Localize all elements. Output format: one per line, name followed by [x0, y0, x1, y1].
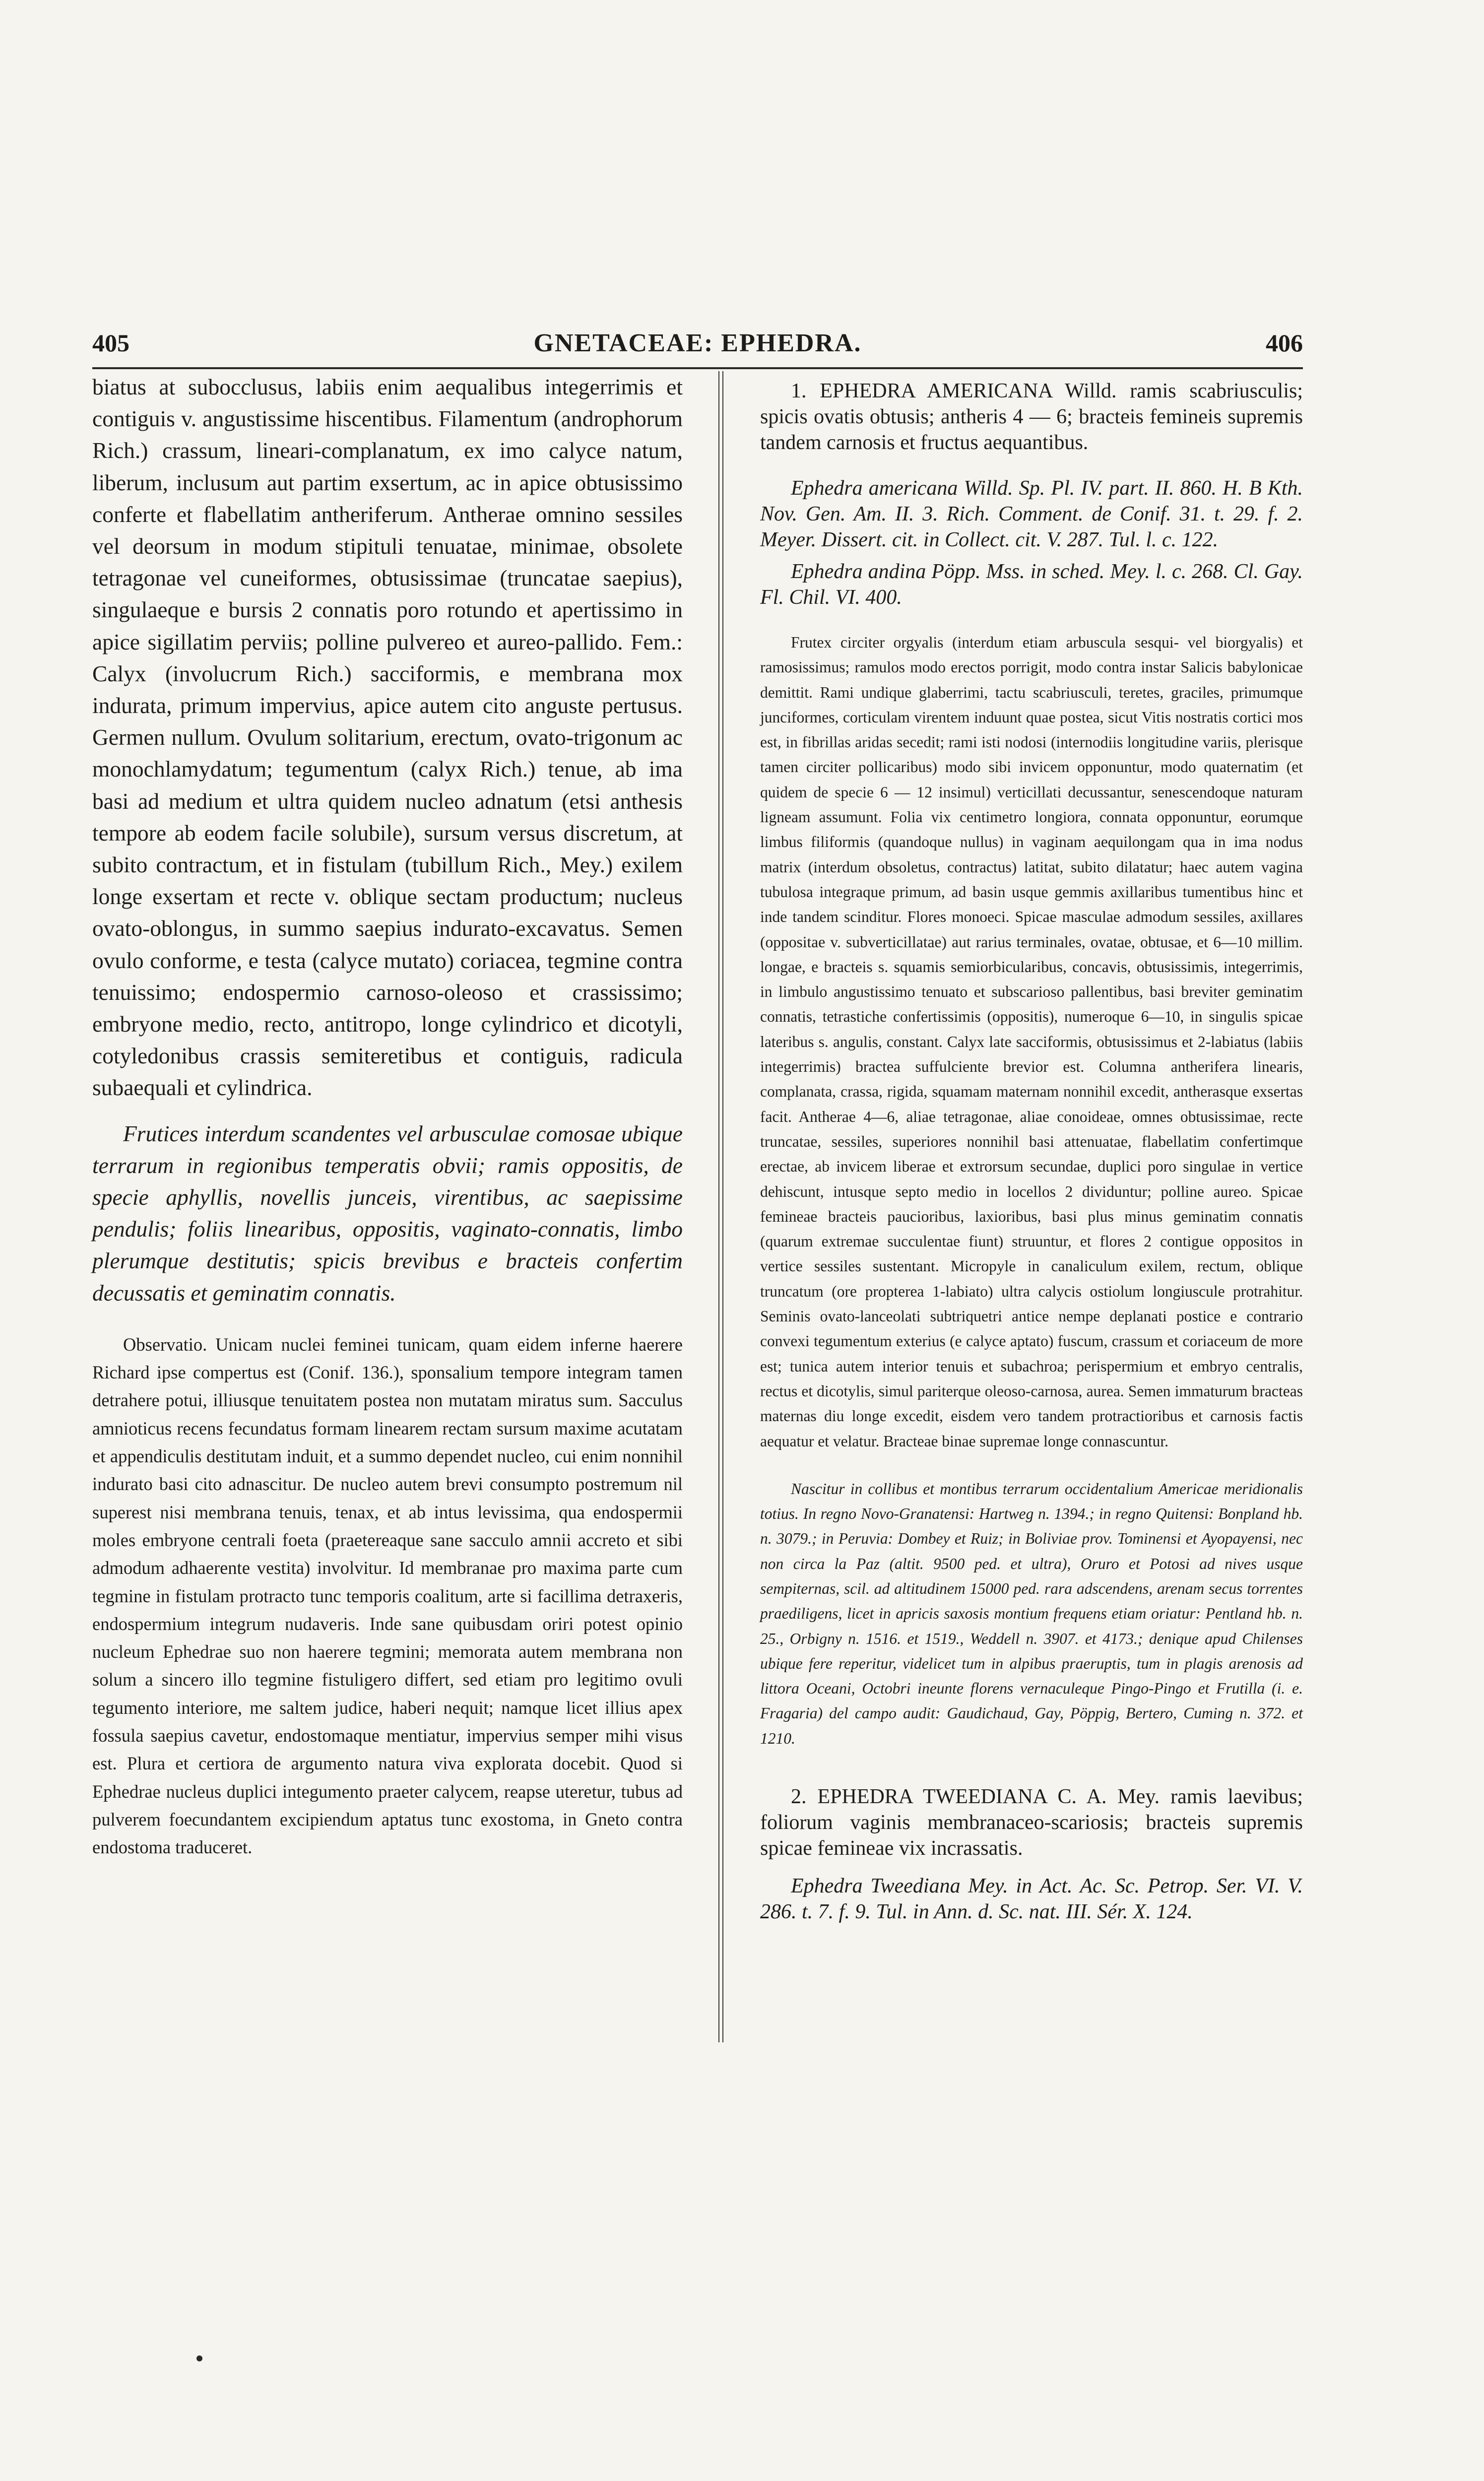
right-column [760, 371, 1303, 1925]
running-title: GNETACEAE: EPHEDRA. [533, 329, 862, 357]
species-1-habitat: Nascitur in collibus et montibus terrarum occidentalium Americae meridionalis totius. In regno Novo-Granatensi: Hartweg n. 1394.; in regno Quitensi: Bonpland hb. n. 3079.; in Peruvia: Dombey et Ruiz; in Boliviae prov. Tominensi et Ayopayensi, nec non circa la Paz (altit. 9500 ped. et ultra), Oruro et Potosi ad nives usque sempiternas, scil. ad altitudinem 15000 ped. rara adscendens, arenam secus torrentes praediligens, licet in apricis saxosis montium frequens etiam oriatur: Pentland hb. n. 25., Orbigny n. 1516. et 1519., Weddell n. 3907. et 4173.; denique apud Chilenses ubique fere reperitur, videlicet tum in alpibus praeruptis, tum in plagis arenosis ad littora Oceani, Octobri ineunte florens vernaculeque Pingo-Pingo et Frutilla (i. e. Fragaria) del campo audit: Gaudichaud, Gay, Pöppig, Bertero, Cuming n. 372. et 1210. [760, 1480, 1303, 1747]
left-page-number: 405 [92, 329, 129, 357]
right-page-number: 406 [1266, 329, 1303, 357]
page-header [92, 324, 1303, 363]
observatio-paragraph: Observatio. Unicam nuclei feminei tunicam, quam eidem inferne haerere Richard ipse compertus est (Conif. 136.), sponsalium tempore integram tamen detrahere potui, illiusque tenuitatem postea non mutatam miratus sum. Sacculus amnioticus recens fecundatus formam linearem rectam sursum maxime acutatam et appendiculis destitutam induit, et a summo dependet nucleo, cui enim nonnihil indurato basi cito adnascitur. De nucleo autem brevi consumpto postremum nil superest nisi membrana tenuis, tenax, et ab intus levissima, qua endospermii moles embryone centrali foeta (praetereaque sane sacculo amnii accreto et sibi admodum adhaerente vestita) involvitur. Id membranae pro maxima parte cum tegmine in fistulam protracto tunc temporis coalitum, arte si facillima detraxeris, endospermium integrum nudaveris. Inde sane quibusdam oriri potest opinio nucleum Ephedrae suo non haerere tegmini; memorata autem membrana non solum a sincero illo tegmine fistuligero differt, sed etiam pro legitimo ovuli tegumento interiore, me saltem judice, haberi nequit; namque licet illius apex fossula saepius cavetur, endostomaque mentiatur, impervius semper mihi visus est. Plura et certiora de argumento natura viva explorata docebit. Quod si Ephedrae nucleus duplici integumento praeter calycem, reapse uteretur, tubus ad pulverem foecundantem excipiendum aptatus tunc exostoma, in Gneto contra endostoma traduceret. [92, 1334, 683, 1858]
species-1-synonym-1: Ephedra americana Willd. Sp. Pl. IV. part. II. 860. H. B Kth. Nov. Gen. Am. II. 3. Rich. Comment. de Conif. 31. t. 29. f. 2. Meyer. Dissert. cit. in Collect. cit. V. 287. Tul. l. c. 122. [760, 477, 1303, 551]
frutices-paragraph: Frutices interdum scandentes vel arbusculae comosae ubique terrarum in regionibus temperatis obvii; ramis oppositis, de specie aphyllis, novellis junceis, virentibus, ac saepissime pendulis; foliis linearibus, oppositis, vaginato-connatis, limbo plerumque destitutis; spicis brevibus e bracteis confertim decussatis et geminatim connatis. [92, 1120, 683, 1306]
species-1-description: Frutex circiter orgyalis (interdum etiam arbuscula sesqui- vel biorgyalis) et ramosissimus; ramulos modo erectos porrigit, modo contra instar Salicis babylonicae demittit. Rami undique glaberrimi, tactu scabriusculi, teretes, graciles, primumque junciformes, corticulam virentem induunt quae postea, sicut Vitis nostratis cortici mos est, in fibrillas aridas secedit; rami isti nodosi (internodiis longitudine variis, plerisque tamen circiter pollicaribus) modo sibi invicem opponuntur, modo quaternatim (et quidem de specie 6 — 12 insimul) verticillati decussantur, senescendoque naturam ligneam assumunt. Folia vix centimetro longiora, connata opponuntur, eorumque limbus filiformis (quandoque nullus) in vaginam aequilongam qua in ima nodus matrix (interdum obsoletus, contractus) latitat, subito dilatatur; haec autem vagina tubulosa integraque primum, ad basin usque gemmis axillaribus tumentibus hinc et inde tandem scinditur. Flores monoeci. Spicae masculae admodum sessiles, axillares (oppositae v. subverticillatae) aut rarius terminales, ovatae, obtusae, et 6—10 millim. longae, e bracteis s. squamis semiorbicularibus, concavis, obtusissimis, integerrimis, in limbulo angustissimo tenuato et subscarioso pallentibus, basi breviter geminatim connatis, tetrastiche confertissimis (oppositis), numeroque 6—10, in singulis spicae lateribus s. angulis, constant. Calyx late sacciformis, obtusissimus et 2-labiatus (labiis integerrimis) bractea suffulciente brevior est. Columna antherifera linearis, complanata, crassa, rigida, squamam maternam nonnihil excedit, antherasque exsertas facit. Antherae 4—6, aliae tetragonae, aliae conoideae, omnes obtusissimae, recte truncatae, sessiles, superiores nonnihil basi attenuatae, flabellatim confertimque erectae, ab invicem liberae et extrorsum secundae, duplici poro singulae in vertice dehiscunt, intusque septo medio in locellos 2 dividuntur; polline aureo. Spicae femineae bracteis paucioribus, laxioribus, basi plus minus geminatim connatis (quarum extremae succulentae fiunt) struuntur, et flores 2 contigue oppositos in vertice sessiles sustentant. Micropyle in canaliculum exilem, rectum, oblique truncatum (ore propterea 1-labiato) ultra calycis ostiolum longiuscule protrahitur. Seminis ovato-lanceolati subtriquetri antice nempe deplanati postice e contrario convexi tegumentum exterius (e calyce aptato) fuscum, crassum et coriaceum de more est; tunica autem interior tenuis et subachroa; perispermium et embryo centralis, rectus et dicotylis, simul pariterque oleoso-carnosa, aurea. Semen immaturum bracteas maternas diu longe excedit, eisdem vero tandem protractioribus et carnosis factis aequatur et velatur. Bracteae binae supremae longe connascuntur. [760, 634, 1303, 1450]
species-2-synonym: Ephedra Tweediana Mey. in Act. Ac. Sc. Petrop. Ser. VI. V. 286. t. 7. f. 9. Tul. in Ann. d. Sc. nat. III. Sér. X. 124. [760, 1875, 1303, 1924]
header-rule [92, 367, 1303, 369]
genus-description-paragraph: biatus at subocclusus, labiis enim aequalibus integerrimis et contiguis v. angustissime hiscentibus. Filamentum (androphorum Rich.) crassum, lineari-complanatum, ex imo calyce natum, liberum, inclusum aut partim exsertum, ac in apice obtusissimo conferte et flabellatim antheriferum. Antherae omnino sessiles vel deorsum in modum stipituli tenuatae, minimae, obsolete tetragonae vel cuneiformes, obtusissimae (truncatae saepius), singulaeque e bursis 2 connatis poro rotundo et apertissimo in apice sigillatim perviis; polline pulvereo et aureo-pallido. Fem.: Calyx (involucrum Rich.) sacciformis, e membrana mox indurata, primum impervius, apice autem cito anguste pertusus. Germen nullum. Ovulum solitarium, erectum, ovato-trigonum ac monochlamydatum; tegumentum (calyx Rich.) tenue, ab ima basi ad medium et ultra quidem nucleo adnatum (etsi anthesis tempore ab eodem facile solubile), sursum versus discretum, at subito contractum, et in fistulam (tubillum Rich., Mey.) exilem longe exsertam et recte v. oblique sectam productum; nucleus ovato-oblongus, in summo saepius indurato-excavatus. Semen ovulo conforme, e testa (calyce mutato) coriacea, tegmine contra tenuissimo; endospermio carnoso-oleoso et crassissimo; embryone medio, recto, antitropo, longe cylindrico et dicotyli, cotyledonibus crassis semiteretibus et contiguis, radicula subaequali et cylindrica. [92, 374, 683, 1101]
species-2-heading: 2. EPHEDRA TWEEDIANA C. A. Mey. ramis laevibus; foliorum vaginis membranaceo-scariosis; bracteis supremis spicae femineae vix incrassatis. [760, 1785, 1303, 1860]
species-1-heading: 1. EPHEDRA AMERICANA Willd. ramis scabriusculis; spicis ovatis obtusis; antheris 4 — 6; bracteis femineis supremis tandem carnosis et fructus aequantibus. [760, 380, 1303, 454]
print-speck [196, 2355, 202, 2361]
left-column [92, 371, 683, 1862]
column-divider [718, 371, 723, 2042]
species-1-synonym-2: Ephedra andina Pöpp. Mss. in sched. Mey. l. c. 268. Cl. Gay. Fl. Chil. VI. 400. [760, 560, 1303, 609]
